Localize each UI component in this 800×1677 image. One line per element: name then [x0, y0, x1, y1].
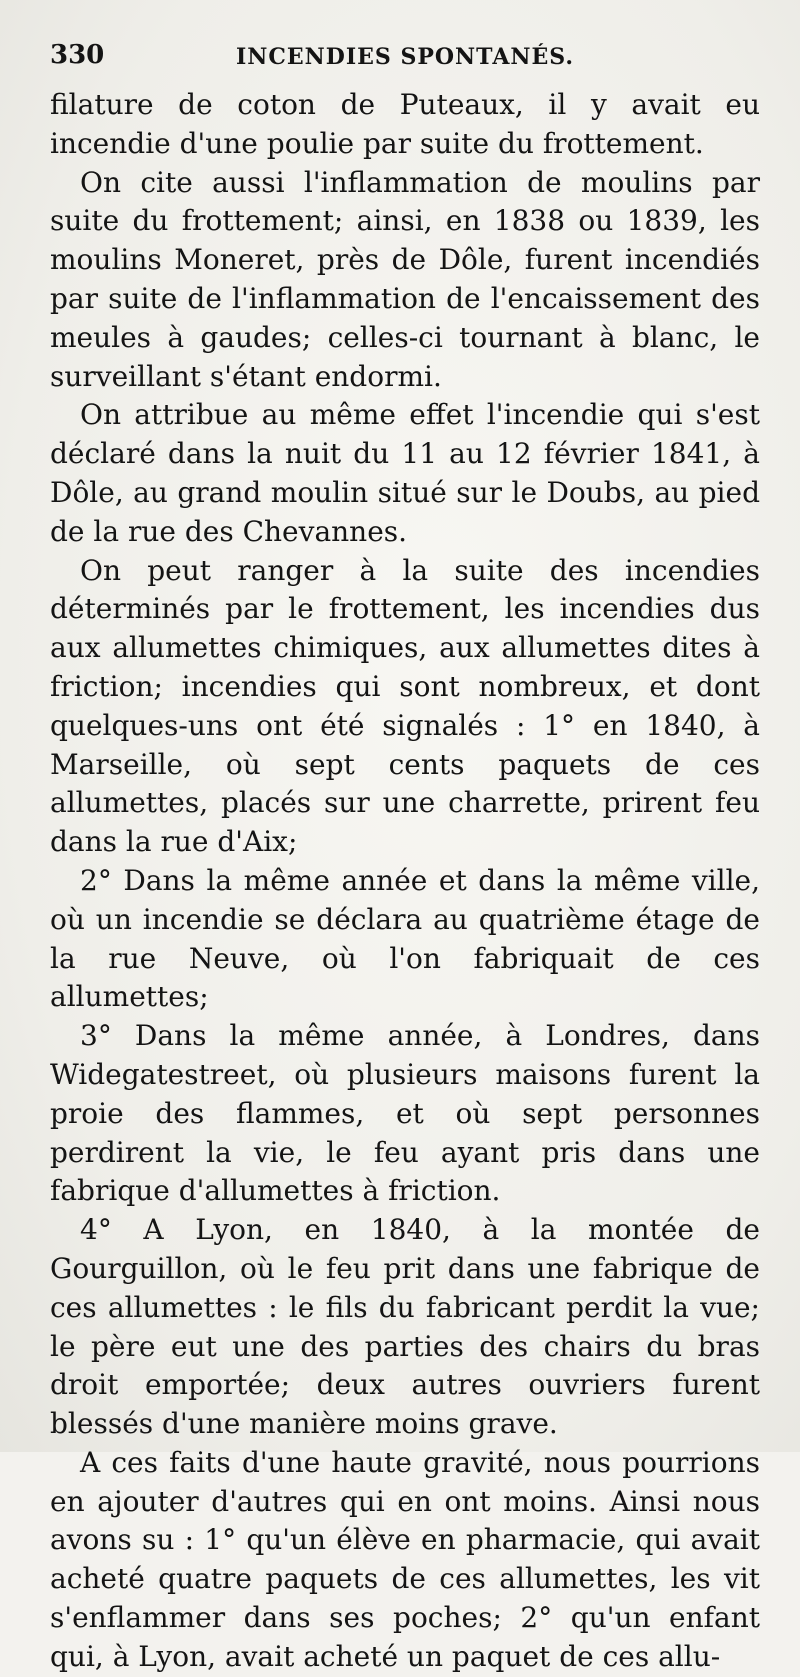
paragraph-8: A ces faits d'une haute gravité, nous pourrions en ajouter d'autres qui en ont moins. Ainsi nous avons su : 1° qu'un élève en pharmacie, qui avait acheté quatre paquets de ces allumettes, les vit s'enflammer dans ses poches; 2° qu'un enfant qui, à Lyon, avait acheté un paquet de ces allu- — [50, 1445, 760, 1673]
page-header — [50, 40, 760, 80]
body-text — [50, 86, 760, 1677]
paragraph-1: filature de coton de Puteaux, il y avait eu incendie d'une poulie par suite du frottement. — [50, 88, 760, 160]
paragraph-7: 4° A Lyon, en 1840, à la montée de Gourguillon, où le feu prit dans une fabrique de ces allumettes : le fils du fabricant perdit la vue; le père eut une des parties des chairs du bras droit emportée; deux autres ouvriers furent blessés d'une manière moins grave. — [50, 1213, 760, 1441]
paragraph-2: On cite aussi l'inflammation de moulins par suite du frottement; ainsi, en 1838 ou 1839, les moulins Moneret, près de Dôle, furent incendiés par suite de l'inflammation de l'encaissement des meules à gaudes; celles-ci tournant à blanc, le surveillant s'étant endormi. — [50, 165, 760, 393]
paragraph-4: On peut ranger à la suite des incendies déterminés par le frottement, les incendies dus aux allumettes chimiques, aux allumettes dites à friction; incendies qui sont nombreux, et dont quelques-uns ont été signalés : 1° en 1840, à Marseille, où sept cents paquets de ces allumettes, placés sur une charrette, prirent feu dans la rue d'Aix; — [50, 553, 760, 859]
paragraph-5: 2° Dans la même année et dans la même ville, où un incendie se déclara au quatrième étage de la rue Neuve, où l'on fabriquait de ces allumettes; — [50, 863, 760, 1014]
paragraph-6: 3° Dans la même année, à Londres, dans Widegatestreet, où plusieurs maisons furent la proie des flammes, et où sept personnes perdirent la vie, le feu ayant pris dans une fabrique d'allumettes à friction. — [50, 1019, 760, 1208]
page-number: 330 — [50, 40, 105, 70]
paragraph-3: On attribue au même effet l'incendie qui s'est déclaré dans la nuit du 11 au 12 février 1841, à Dôle, au grand moulin situé sur le Doubs, au pied de la rue des Chevannes. — [50, 398, 760, 548]
running-head: INCENDIES SPONTANÉS. — [235, 44, 575, 70]
